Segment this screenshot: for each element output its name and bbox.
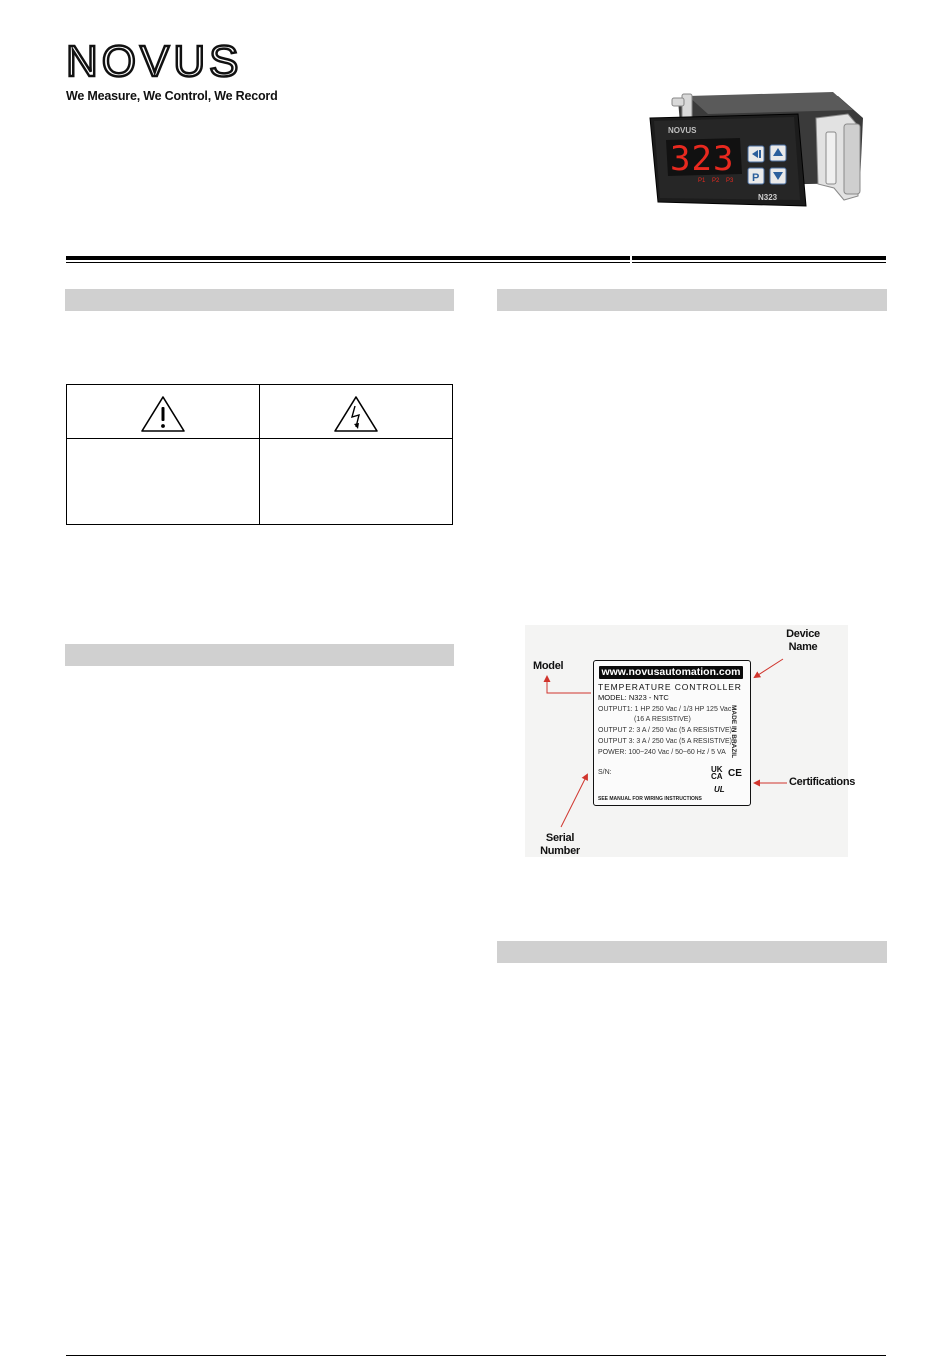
callout-certifications: Certifications <box>789 776 856 788</box>
ul-mark: UL <box>714 785 725 794</box>
ukca-mark: UK CA <box>711 765 723 781</box>
section-bar-right-1 <box>497 289 887 311</box>
bezel-brand: NOVUS <box>668 126 697 135</box>
footer-rule <box>66 1355 886 1356</box>
product-image <box>648 88 870 212</box>
svg-text:P: P <box>752 172 760 184</box>
table-divider-horizontal <box>67 438 452 439</box>
header-rule-gap <box>630 255 632 264</box>
header-rule <box>66 256 886 260</box>
callout-model: Model <box>533 660 564 672</box>
label-model: MODEL: N323 - NTC <box>598 693 669 702</box>
button-down <box>770 168 786 184</box>
ce-mark: CE <box>728 768 742 779</box>
indicator-p3: P3 <box>726 178 734 184</box>
novus-logo <box>66 37 260 86</box>
button-up <box>770 145 786 161</box>
callout-device-name: Device Name <box>786 628 820 653</box>
button-p <box>748 168 764 184</box>
section-bar-right-2 <box>497 941 887 963</box>
mounting-clip-right <box>816 114 860 200</box>
logo-text: NOVUS <box>66 37 243 86</box>
label-output1: OUTPUT1: 1 HP 250 Vac / 1/3 HP 125 Vac <box>598 706 732 713</box>
bezel-model: N323 <box>758 193 778 202</box>
electric-shock-icon <box>333 395 379 433</box>
brand-tagline: We Measure, We Control, We Record <box>66 89 278 103</box>
label-figure <box>525 625 856 857</box>
indicator-p2: P2 <box>712 178 720 184</box>
label-manual-note: SEE MANUAL FOR WIRING INSTRUCTIONS <box>598 796 702 802</box>
section-bar-left-1 <box>65 289 454 311</box>
warning-symbols-table <box>66 384 453 525</box>
label-output2: OUTPUT 2: 3 A / 250 Vac (5 A RESISTIVE) <box>598 727 732 734</box>
label-power: POWER: 100~240 Vac / 50~60 Hz / 5 VA <box>598 749 726 756</box>
display-value: 323 <box>670 139 735 179</box>
callout-serial-number: Serial Number <box>540 832 580 857</box>
label-origin: MADE IN BRAZIL <box>730 705 737 759</box>
section-bar-left-2 <box>65 644 454 666</box>
table-divider-vertical <box>259 385 260 524</box>
indicator-p1: P1 <box>698 178 706 184</box>
warning-icon <box>140 395 186 433</box>
header-rule-thin <box>66 262 886 263</box>
label-output3: OUTPUT 3: 3 A / 250 Vac (5 A RESISTIVE) <box>598 738 732 745</box>
label-url: www.novusautomation.com <box>599 666 743 679</box>
button-back <box>748 146 764 162</box>
callout-arrows <box>525 625 848 857</box>
label-output1-note: (16 A RESISTIVE) <box>634 716 691 723</box>
label-serial: S/N: <box>598 769 612 776</box>
label-title: TEMPERATURE CONTROLLER <box>598 682 742 692</box>
